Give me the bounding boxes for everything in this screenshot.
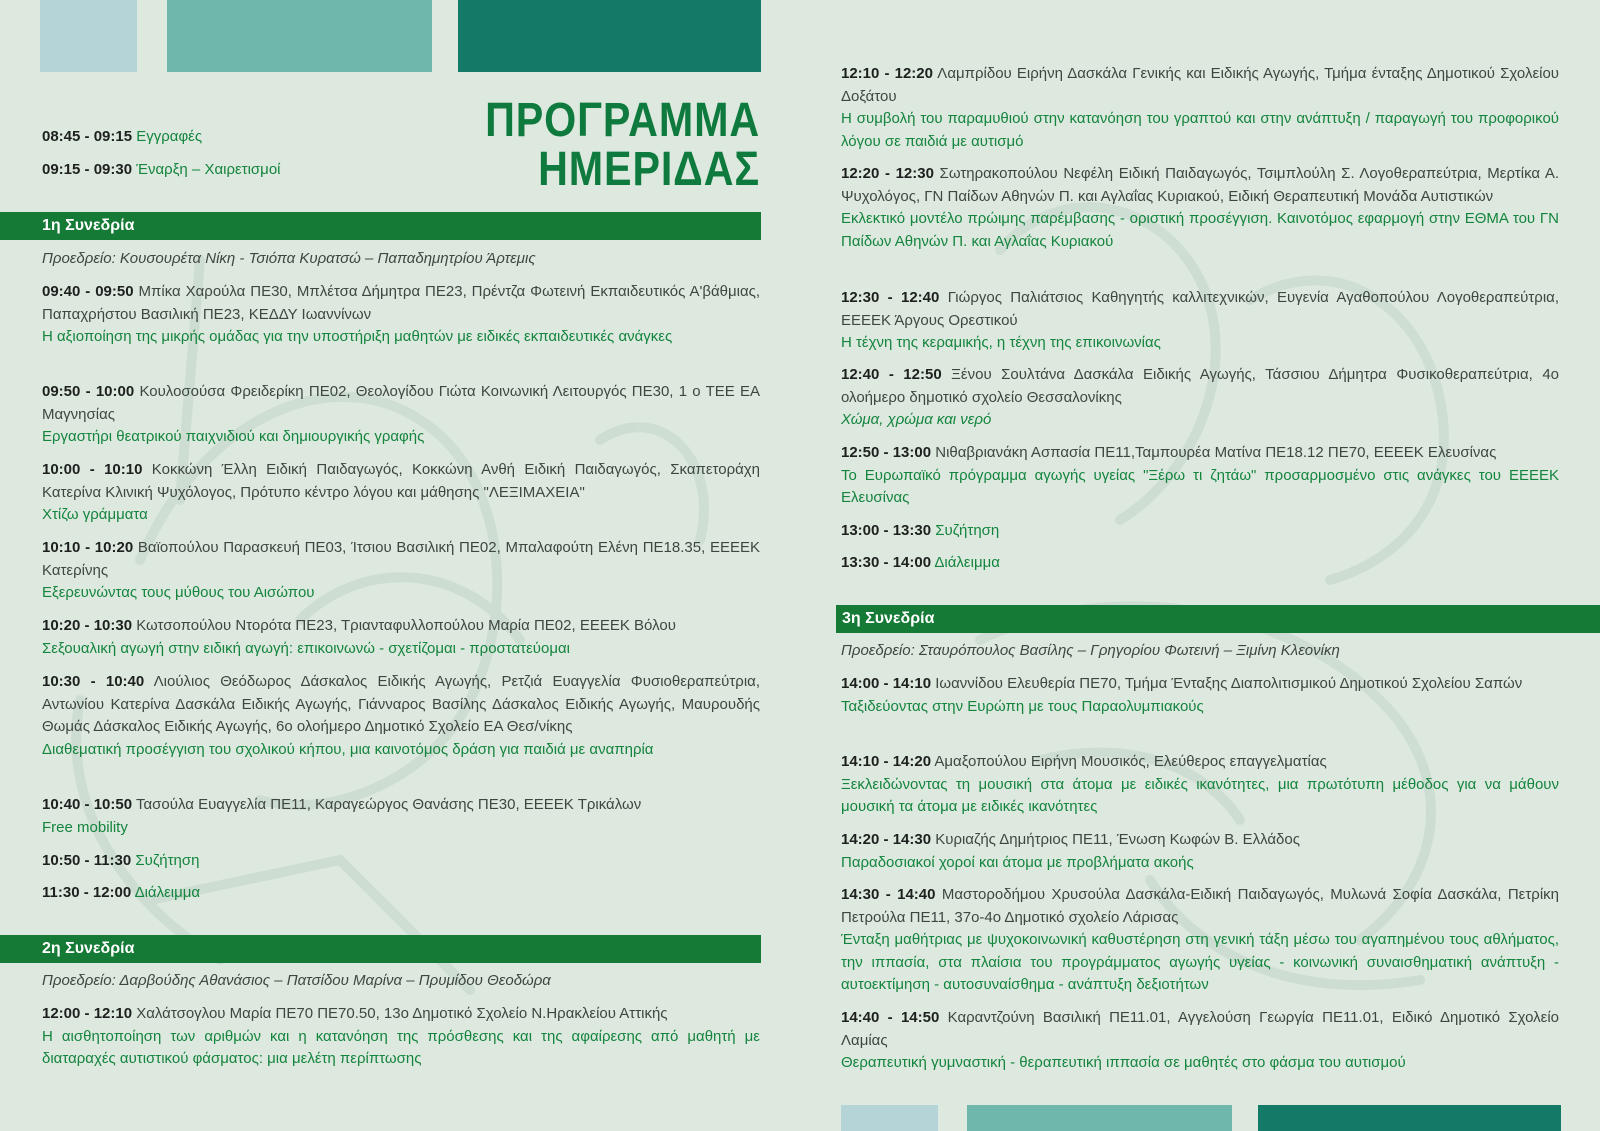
item-speakers: Γιώργος Παλιάτσιος Καθηγητής καλλιτεχνικών, Ευγενία Αγαθοπούλου Λογοθεραπεύτρια, ΕΕΕΕΚ Άργους Ορεστικού	[841, 289, 1560, 329]
item-title: Free mobility	[42, 818, 128, 836]
item-speakers: Αμαξοπούλου Ειρήνη Μουσικός, Ελεύθερος επαγγελματίας	[934, 753, 1327, 770]
item-title: Διάλειμμα	[934, 554, 1000, 571]
item-title: Η συμβολή του παραμυθιού στην κατανόηση του γραπτού και στην ανάπτυξη / παραγωγή του προφορικού λόγου σε παιδιά με αυτισμό	[841, 110, 1559, 150]
program-item	[42, 882, 760, 905]
item-time: 13:30 - 14:00	[841, 554, 932, 571]
item-title: Η τέχνη της κεραμικής, η τέχνη της επικοινωνίας	[841, 334, 1161, 352]
item-title: Χώμα, χρώμα και νερό	[841, 411, 992, 429]
item-title: Χτίζω γράμματα	[42, 506, 148, 524]
program-item	[42, 381, 760, 449]
page-title-line-1: ΠΡΟΓΡΑΜΜΑ	[485, 94, 760, 147]
program-item	[841, 520, 1559, 543]
item-title: Εργαστήρι θεατρικού παιχνιδιού και δημιουργικής γραφής	[42, 428, 425, 446]
item-time: 14:00 - 14:10	[841, 675, 932, 692]
program-item	[42, 1003, 760, 1071]
program-item	[841, 163, 1559, 253]
item-time: 12:10 - 12:20	[841, 65, 933, 82]
item-speakers: Κουλοσούσα Φρειδερίκη ΠΕ02, Θεολογίδου Γιώτα Κοινωνική Λειτουργός ΠΕ30, 1 ο ΤΕΕ ΕΑ Μαγνησίας	[42, 383, 761, 423]
item-title: Εκλεκτικό μοντέλο πρώιμης παρέμβασης - οριστική προσέγγιση. Καινοτόμος εφαρμογή στην ΕΘΜΑ του ΓΝ Παίδων Αθηνών Π. και Αγλαΐας Κυριακού	[841, 210, 1559, 250]
item-title: Εξερευνώντας τους μύθους του Αισώπου	[42, 584, 315, 602]
item-title: Συζήτηση	[135, 852, 200, 869]
program-item	[42, 794, 760, 839]
item-speakers: Κυριαζής Δημήτριος ΠΕ11, Ένωση Κωφών Β. Ελλάδος	[935, 831, 1300, 848]
item-title: Το Ευρωπαϊκό πρόγραμμα αγωγής υγείας "Ξέρω τι ζητάω" προσαρμοσμένο στις ανάγκες του ΕΕΕΕΚ Ελευσίνας	[841, 466, 1559, 507]
item-time: 09:40 - 09:50	[42, 283, 134, 300]
item-speakers: Λαμπρίδου Ειρήνη Δασκάλα Γενικής και Ειδικής Αγωγής, Τμήμα ένταξης Δημοτικού Σχολείου Δοξάτου	[841, 65, 1560, 105]
item-time: 12:00 - 12:10	[42, 1005, 133, 1022]
session-1-presidium	[42, 248, 760, 271]
item-time: 10:00 - 10:10	[42, 461, 143, 478]
item-time: 11:30 - 12:00	[42, 884, 132, 901]
item-title: Διάλειμμα	[134, 884, 201, 901]
program-item	[841, 552, 1559, 575]
item-speakers: Σωτηρακοπούλου Νεφέλη Ειδική Παιδαγωγός, Τσιμπλούλη Σ. Λογοθεραπεύτρια, Μερτίκα Α. Ψυχολόγος, ΓΝ Παίδων Αθηνών Π. και Αγλαΐας Κυριακού, Ειδική Θεραπευτική Μονάδα Αυτιστικών	[841, 165, 1560, 205]
item-speakers: Χαλάτσογλου Μαρία ΠΕ70 ΠΕ70.50, 13ο Δημοτικό Σχολείο Ν.Ηρακλείου Αττικής	[136, 1005, 668, 1022]
program-item	[841, 751, 1559, 819]
program-item	[42, 615, 760, 660]
item-time: 14:10 - 14:20	[841, 753, 932, 770]
item-speakers: Ξένου Σουλτάνα Δασκάλα Ειδικής Αγωγής, Τάσσιου Δήμητρα Φυσικοθεραπεύτρια, 4ο ολοήμερο δημοτικό σχολείο Θεσσαλονίκης	[841, 366, 1560, 406]
item-time: 14:40 - 14:50	[841, 1009, 940, 1026]
item-time: 09:50 - 10:00	[42, 383, 135, 400]
item-title: Η αξιοποίηση της μικρής ομάδας για την υποστήριξη μαθητών με ειδικές εκπαιδευτικές ανάγκες	[42, 328, 673, 346]
program-item	[42, 459, 760, 527]
program-item	[841, 287, 1559, 355]
item-time: 13:00 - 13:30	[841, 522, 932, 539]
item-title: Θεραπευτική γυμναστική - θεραπευτική ιππασία σε μαθητές στο φάσμα του αυτισμού	[841, 1054, 1406, 1072]
item-time: 14:30 - 14:40	[841, 886, 936, 903]
item-speakers: Ιωαννίδου Ελευθερία ΠΕ70, Τμήμα Ένταξης Διαπολιτισμικού Δημοτικού Σχολείου Σαπών	[935, 675, 1523, 692]
session-3-presidium	[841, 640, 1559, 663]
session-3-label: 3η Συνεδρία	[842, 610, 935, 627]
item-time: 12:20 - 12:30	[841, 165, 934, 182]
item-speakers: Μπίκα Χαρούλα ΠΕ30, Μπλέτσα Δήμητρα ΠΕ23, Πρέντζα Φωτεινή Εκπαιδευτικός Α'βάθμιας, Παπαχρήστου Βασιλική ΠΕ23, ΚΕΔΔΥ Ιωαννίνων	[42, 283, 761, 323]
opening-time: 08:45 - 09:15	[42, 128, 133, 145]
item-time: 10:20 - 10:30	[42, 617, 133, 634]
presidium-text: Προεδρείο: Κουσουρέτα Νίκη - Τσιόπα Κυρατσώ – Παπαδημητρίου Άρτεμις	[42, 250, 536, 267]
item-time: 14:20 - 14:30	[841, 831, 932, 848]
item-time: 10:50 - 11:30	[42, 852, 132, 869]
page-title-line-2: ΗΜΕΡΙΔΑΣ	[538, 143, 760, 196]
opening-title: Εγγραφές	[136, 128, 203, 145]
opening-item	[42, 159, 760, 182]
item-speakers: Λιούλιος Θεόδωρος Δάσκαλος Ειδικής Αγωγής, Ρετζιά Ευαγγελία Φυσιοθεραπεύτρια, Αντωνίου Κατερίνα Δασκάλα Ειδικής Αγωγής, Γιάνναρος Βασίλης Δάσκαλος Ειδικής Αγωγής, Μαυρουδής Θωμάς Δάσκαλος Ειδικής Αγωγής, 6ο ολοήμερο Δημοτικό Σχολείο ΕΑ Θεσ/νίκης	[42, 673, 760, 736]
left-column	[42, 0, 760, 1131]
program-item	[841, 673, 1559, 718]
item-speakers: Κωτσοπούλου Ντορότα ΠΕ23, Τριανταφυλλοπούλου Μαρία ΠΕ02, ΕΕΕΕΚ Βόλου	[136, 617, 676, 634]
program-item	[841, 364, 1559, 432]
right-column	[841, 0, 1559, 1131]
session-2-label: 2η Συνεδρία	[42, 940, 135, 957]
item-title: Ταξιδεύοντας στην Ευρώπη με τους Παραολυμπιακούς	[841, 697, 1204, 715]
item-title: Η αισθητοποίηση των αριθμών και η κατανόηση της πρόσθεσης και της αφαίρεσης από μαθητή με διαταραχές αυτιστικού φάσματος: μια μελέτη περίπτωσης	[42, 1027, 760, 1068]
item-speakers: Τασούλα Ευαγγελία ΠΕ11, Καραγεώργος Θανάσης ΠΕ30, ΕΕΕΕΚ Τρικάλων	[135, 796, 642, 813]
item-time: 12:40 - 12:50	[841, 366, 942, 383]
opening-item	[42, 126, 760, 149]
program-item	[841, 829, 1559, 874]
item-speakers: Καραντζούνη Βασιλική ΠΕ11.01, Αγγελούση Γεωργία ΠΕ11.01, Ειδικό Δημοτικό Σχολείο Λαμίας	[841, 1009, 1560, 1049]
presidium-text: Προεδρείο: Σταυρόπουλος Βασίλης – Γρηγορίου Φωτεινή – Ξιμίνη Κλεονίκη	[841, 642, 1340, 659]
item-time: 12:30 - 12:40	[841, 289, 940, 306]
program-item	[841, 442, 1559, 510]
item-title: Συζήτηση	[935, 522, 1000, 539]
program-item	[42, 281, 760, 349]
program-item	[42, 537, 760, 605]
opening-time: 09:15 - 09:30	[42, 161, 133, 178]
program-item	[841, 1007, 1559, 1075]
item-speakers: Νιθαβριανάκη Ασπασία ΠΕ11,Ταμπουρέα Ματίνα ΠΕ18.12 ΠΕ70, ΕΕΕΕΚ Ελευσίνας	[935, 444, 1497, 461]
item-title: Ένταξη μαθήτριας με ψυχοκοινωνική καθυστέρηση στη γενική τάξη μέσω του αγαπημένου τους αθλήματος, την ιππασία, στα πλαίσια του προγράμματος αγωγής υγείας - κοινωνική συναισθηματική ανάπτυξη - αυτοεκτίμηση - αυτοσυναίσθημα - ανάπτυξη δεξιοτήτων	[841, 931, 1559, 994]
session-2-presidium	[42, 970, 760, 993]
item-time: 10:30 - 10:40	[42, 673, 145, 690]
program-item	[841, 884, 1559, 997]
session-1-label: 1η Συνεδρία	[42, 217, 135, 234]
item-time: 10:40 - 10:50	[42, 796, 133, 813]
item-title: Σεξουαλική αγωγή στην ειδική αγωγή: επικοινωνώ - σχετίζομαι - προστατεύομαι	[42, 639, 570, 657]
item-time: 12:50 - 13:00	[841, 444, 932, 461]
item-speakers: Μαστοροδήμου Χρυσούλα Δασκάλα-Ειδική Παιδαγωγός, Μυλωνά Σοφία Δασκάλα, Πετρίκη Πετρούλα ΠΕ11, 37ο-4ο Δημοτικό σχολείο Λάρισας	[841, 886, 1559, 926]
program-item	[42, 850, 760, 873]
item-title: Διαθεματική προσέγγιση του σχολικού κήπου, μια καινοτόμος δράση για παιδιά με αναπηρία	[42, 740, 654, 758]
program-item	[841, 63, 1559, 153]
opening-title: Έναρξη – Χαιρετισμοί	[136, 161, 281, 178]
presidium-text: Προεδρείο: Δαρβούδης Αθανάσιος – Πατσίδου Μαρίνα – Πρυμίδου Θεοδώρα	[42, 972, 551, 989]
item-title: Παραδοσιακοί χοροί και άτομα με προβλήματα ακοής	[841, 853, 1194, 871]
item-title: Ξεκλειδώνοντας τη μουσική στα άτομα με ειδικές ικανότητες, μια πρωτότυπη μέθοδος για να μάθουν μουσική τα άτομα με ειδικές ικανότητες	[841, 775, 1559, 816]
program-item	[42, 671, 760, 761]
item-time: 10:10 - 10:20	[42, 539, 134, 556]
item-speakers: Κοκκώνη Έλλη Ειδική Παιδαγωγός, Κοκκώνη Ανθή Ειδική Παιδαγωγός, Σκαπετοράχη Κατερίνα Κλινική Ψυχόλογος, Πρότυπο κέντρο λόγου και μάθησης "ΛΕΞΙΜΑΧΕΙΑ"	[42, 461, 761, 501]
item-speakers: Βαϊοπούλου Παρασκευή ΠΕ03, Ίτσιου Βασιλική ΠΕ02, Μπαλαφούτη Ελένη ΠΕ18.35, ΕΕΕΕΚ Κατερίνης	[42, 539, 760, 579]
